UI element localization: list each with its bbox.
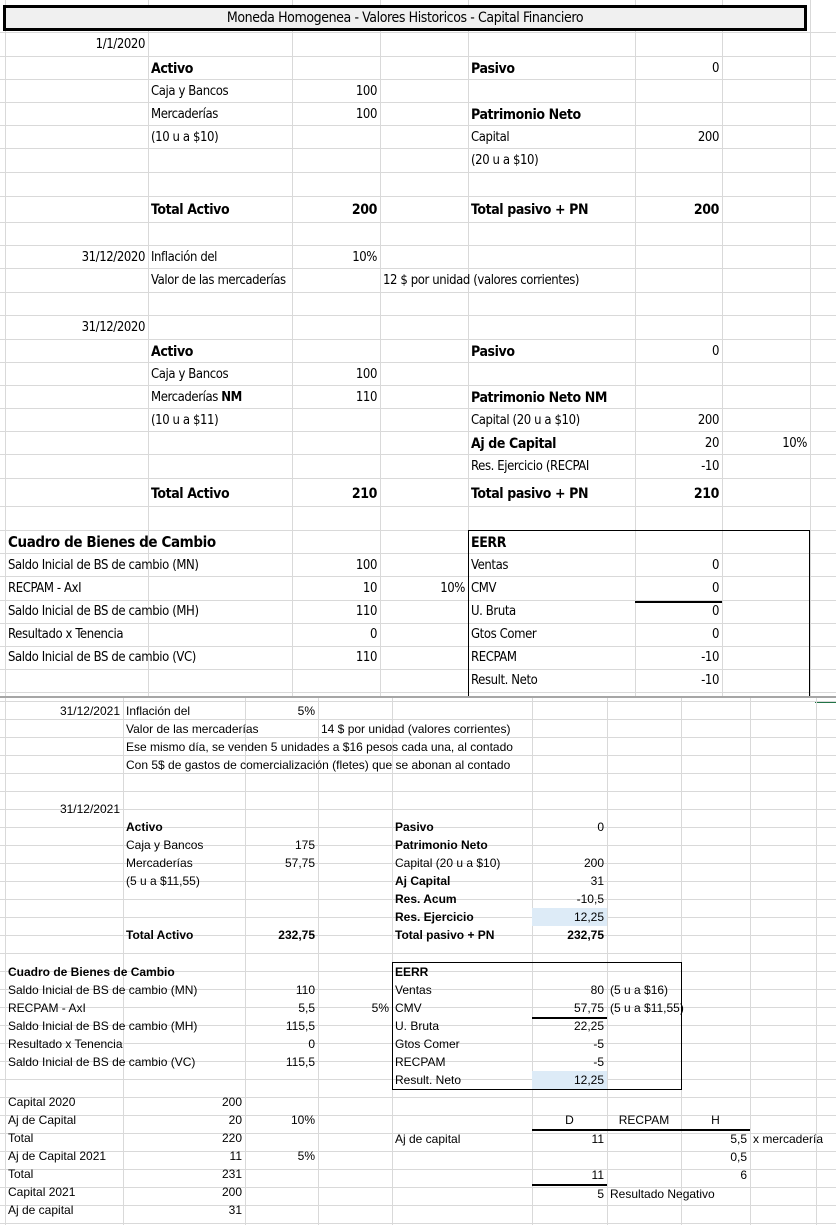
ajcap-label[interactable]: Aj Capital xyxy=(395,874,451,888)
t-credit-total[interactable]: 6 xyxy=(740,1168,747,1182)
merc-value-text[interactable]: 14 $ por unidad (valores corrientes) xyxy=(321,722,511,736)
ajcap-value[interactable]: 20 xyxy=(704,436,719,451)
eerr-row-value[interactable]: 22,25 xyxy=(573,1019,604,1033)
note-sale[interactable]: Ese mismo día, se venden 5 unidades a $16 pesos cada una, al contado xyxy=(126,740,513,754)
eerr-row-label[interactable]: U. Bruta xyxy=(471,604,516,619)
eerr-title[interactable]: EERR xyxy=(471,534,507,551)
eerr-row-value[interactable]: 0 xyxy=(711,581,719,596)
eerr-row-value[interactable]: -10 xyxy=(701,673,719,688)
activo-header[interactable]: Activo xyxy=(126,820,163,834)
nm-tag: NM xyxy=(221,390,242,405)
cuadro-row-label[interactable]: Saldo Inicial de BS de cambio (VC) xyxy=(8,1055,196,1069)
t-credit[interactable]: 5,5 xyxy=(730,1132,747,1146)
inflation-value[interactable]: 5% xyxy=(297,704,315,718)
capital-value[interactable]: 200 xyxy=(697,413,719,428)
eerr-row-note[interactable]: (5 u a $16) xyxy=(610,983,669,997)
cuadro-title[interactable]: Cuadro de Bienes de Cambio xyxy=(8,965,175,979)
t-header-h[interactable]: H xyxy=(711,1113,720,1127)
capital-label[interactable]: Capital (20 u a $10) xyxy=(395,856,501,870)
eerr-row-value[interactable]: -10 xyxy=(701,650,719,665)
merc-label: Mercaderías xyxy=(151,390,218,405)
t-header-d[interactable]: D xyxy=(565,1113,574,1127)
merc-note[interactable]: (5 u a $11,55) xyxy=(126,874,200,888)
pasivo-label[interactable]: Pasivo xyxy=(471,60,515,77)
capital-calc-value[interactable]: 231 xyxy=(221,1167,242,1181)
eerr-row-value[interactable]: -5 xyxy=(593,1055,604,1069)
cuadro-row-value[interactable]: 0 xyxy=(369,627,377,642)
cuadro-row-label[interactable]: Resultado x Tenencia xyxy=(8,1037,123,1051)
t-debit-total[interactable]: 11 xyxy=(591,1168,604,1182)
total-pp-label[interactable]: Total pasivo + PN xyxy=(471,202,589,218)
eerr-row-value[interactable]: 0 xyxy=(711,604,719,619)
total-activo-label[interactable]: Total Activo xyxy=(126,928,194,942)
grid-row-line xyxy=(0,953,836,954)
eerr-row-label[interactable]: Gtos Comer xyxy=(395,1037,460,1051)
capital-calc-label[interactable]: Aj de Capital 2021 xyxy=(8,1149,107,1163)
eerr-row-label[interactable]: Result. Neto xyxy=(395,1073,462,1087)
cuadro-row-label[interactable]: Saldo Inicial de BS de cambio (MN) xyxy=(8,558,199,573)
capital-calc-label[interactable]: Capital 2021 xyxy=(8,1185,76,1199)
cuadro-row-value[interactable]: 5,5 xyxy=(298,1001,315,1015)
grid-row-line xyxy=(0,172,836,173)
caja-label[interactable]: Caja y Bancos xyxy=(151,367,229,382)
eerr-row-value[interactable]: -5 xyxy=(593,1037,604,1051)
capital-calc-value[interactable]: 31 xyxy=(228,1203,242,1217)
eerr-row-value[interactable]: 12,25 xyxy=(532,1071,607,1089)
capital-label[interactable]: Capital xyxy=(471,130,510,145)
eerr-row-label[interactable]: RECPAM xyxy=(395,1055,446,1069)
date-cell[interactable]: 1/1/2020 xyxy=(95,37,145,52)
cuadro-row-value[interactable]: 10 xyxy=(362,581,377,596)
merc-value-label[interactable]: Valor de las mercaderías xyxy=(151,273,286,288)
inflation-label[interactable]: Inflación del xyxy=(126,704,191,718)
resej-value[interactable]: -10 xyxy=(701,459,719,474)
caja-label[interactable]: Caja y Bancos xyxy=(126,838,204,852)
t-note[interactable]: x mercadería xyxy=(753,1132,824,1146)
capital-calc-label[interactable]: Total xyxy=(8,1167,34,1181)
eerr-row-value[interactable]: 57,75 xyxy=(573,1001,604,1015)
capital-calc-value[interactable]: 200 xyxy=(221,1185,242,1199)
eerr-row-label[interactable]: Result. Neto xyxy=(471,673,538,688)
cuadro-title[interactable]: Cuadro de Bienes de Cambio xyxy=(8,533,216,551)
date-cell[interactable]: 31/12/2020 xyxy=(81,250,145,265)
merc-value[interactable]: 57,75 xyxy=(284,856,315,870)
eerr-row-label[interactable]: Ventas xyxy=(471,558,509,573)
merc-label[interactable]: Mercaderías xyxy=(151,107,218,122)
activo-header[interactable]: Activo xyxy=(151,343,194,360)
date-cell[interactable]: 31/12/2020 xyxy=(81,320,145,335)
cmv-underline xyxy=(532,1017,607,1019)
pn-header[interactable]: Patrimonio Neto xyxy=(395,838,488,852)
grid-row-line xyxy=(0,478,836,479)
cuadro-row-value[interactable]: 110 xyxy=(295,983,315,997)
grid-row-line xyxy=(0,385,836,386)
grid-row-line xyxy=(0,692,836,693)
merc-note[interactable]: (10 u a $10) xyxy=(151,130,219,145)
ajcap-value[interactable]: 31 xyxy=(590,874,604,888)
cuadro-row-label[interactable]: Saldo Inicial de BS de cambio (MH) xyxy=(8,604,199,619)
grid-row-line xyxy=(0,292,836,293)
capital-value[interactable]: 200 xyxy=(583,856,604,870)
merc-nm-label[interactable] xyxy=(148,386,292,409)
pn-header[interactable]: Patrimonio Neto xyxy=(471,106,581,123)
eerr-row-label[interactable]: CMV xyxy=(471,581,497,596)
pasivo-value[interactable]: 0 xyxy=(597,820,604,834)
date-cell[interactable]: 31/12/2021 xyxy=(59,704,120,718)
pasivo-value[interactable]: 0 xyxy=(711,344,719,359)
total-pp-label[interactable]: Total pasivo + PN xyxy=(471,486,589,502)
eerr-row-label[interactable]: RECPAM xyxy=(471,650,517,665)
eerr-row-label[interactable]: CMV xyxy=(395,1001,422,1015)
sheet-2021 xyxy=(0,698,836,1225)
merc-value-label[interactable]: Valor de las mercaderías xyxy=(126,722,259,736)
merc-label[interactable]: Mercaderías xyxy=(126,856,193,870)
resej-label[interactable]: Res. Ejercicio xyxy=(395,910,474,924)
total-pp-value[interactable]: 232,75 xyxy=(567,928,604,942)
t-credit[interactable]: 0,5 xyxy=(730,1150,747,1164)
t-result-text[interactable]: Resultado Negativo xyxy=(610,1187,715,1201)
resacum-label[interactable]: Res. Acum xyxy=(395,892,457,906)
total-activo-label[interactable]: Total Activo xyxy=(151,202,230,218)
total-activo-value[interactable]: 200 xyxy=(351,202,377,218)
caja-value[interactable]: 175 xyxy=(294,838,315,852)
cuadro-row-label[interactable]: RECPAM - AxI xyxy=(8,1001,86,1015)
eerr-title[interactable]: EERR xyxy=(395,965,429,979)
pn-header[interactable]: Patrimonio Neto NM xyxy=(471,389,608,406)
cuadro-row-value[interactable]: 115,5 xyxy=(285,1055,315,1069)
grid-row-line xyxy=(0,1223,836,1224)
total-pp-label[interactable]: Total pasivo + PN xyxy=(395,928,495,942)
merc-value[interactable]: 110 xyxy=(355,390,377,405)
cuadro-row-pct[interactable]: 10% xyxy=(440,581,465,596)
total-pp-value[interactable]: 210 xyxy=(693,486,719,502)
capital-calc-label[interactable]: Capital 2020 xyxy=(8,1095,76,1109)
capital-label[interactable]: Capital (20 u a $10) xyxy=(471,413,580,428)
caja-value[interactable]: 100 xyxy=(355,84,377,99)
resej-label[interactable]: Res. Ejercicio (RECPAI xyxy=(471,459,589,474)
capital-calc-value[interactable]: 11 xyxy=(229,1149,242,1163)
t-header-recpam[interactable]: RECPAM xyxy=(618,1113,670,1127)
pasivo-label[interactable]: Pasivo xyxy=(471,343,515,360)
ajcap-label[interactable]: Aj de Capital xyxy=(471,435,557,452)
cuadro-row-value[interactable]: 110 xyxy=(355,650,377,665)
capital-calc-label[interactable]: Aj de Capital xyxy=(8,1113,77,1127)
eerr-row-label[interactable]: Ventas xyxy=(395,983,432,997)
cuadro-row-value[interactable]: 115,5 xyxy=(285,1019,315,1033)
sheet-title[interactable]: Moneda Homogenea - Valores Historicos - Capital Financiero xyxy=(3,5,807,31)
cuadro-row-label[interactable]: Saldo Inicial de BS de cambio (VC) xyxy=(8,650,196,665)
capital-note[interactable]: (20 u a $10) xyxy=(471,153,539,168)
inflation-label[interactable]: Inflación del xyxy=(151,250,218,265)
cuadro-row-pct[interactable]: 5% xyxy=(371,1001,389,1015)
total-activo-value[interactable]: 210 xyxy=(351,486,377,502)
eerr-row-label[interactable]: U. Bruta xyxy=(395,1019,440,1033)
grid-row-line xyxy=(0,102,836,103)
t-debit[interactable]: 11 xyxy=(591,1132,604,1146)
eerr-row-label[interactable]: Gtos Comer xyxy=(471,627,537,642)
cuadro-row-label[interactable]: Saldo Inicial de BS de cambio (MH) xyxy=(8,1019,198,1033)
capital-calc-label[interactable]: Total xyxy=(8,1131,34,1145)
merc-note[interactable]: (10 u a $11) xyxy=(151,413,219,428)
ajcap-pct[interactable]: 10% xyxy=(782,436,807,451)
merc-value-text[interactable]: 12 $ por unidad (valores corrientes) xyxy=(383,273,580,288)
merc-value[interactable]: 100 xyxy=(355,107,377,122)
cuadro-row-value[interactable]: 0 xyxy=(308,1037,315,1051)
grid-row-line xyxy=(0,809,836,810)
pasivo-value[interactable]: 0 xyxy=(711,61,719,76)
cmv-underline xyxy=(635,601,722,603)
caja-value[interactable]: 100 xyxy=(355,367,377,382)
t-result-value[interactable]: 5 xyxy=(597,1187,604,1201)
cuadro-row-label[interactable]: Resultado x Tenencia xyxy=(8,627,124,642)
inflation-value[interactable]: 10% xyxy=(352,250,377,265)
total-activo-value[interactable]: 232,75 xyxy=(278,928,315,942)
grid-row-line xyxy=(0,791,836,792)
total-pp-value[interactable]: 200 xyxy=(693,202,719,218)
cuadro-row-value[interactable]: 100 xyxy=(355,558,377,573)
capital-calc-value[interactable]: 220 xyxy=(221,1131,242,1145)
pasivo-label[interactable]: Pasivo xyxy=(395,820,434,834)
capital-calc-value[interactable]: 20 xyxy=(228,1113,242,1127)
caja-label[interactable]: Caja y Bancos xyxy=(151,84,229,99)
cuadro-row-label[interactable]: RECPAM - AxI xyxy=(8,581,82,596)
capital-calc-label[interactable]: Aj de capital xyxy=(8,1203,74,1217)
resej-value[interactable]: 12,25 xyxy=(532,908,607,926)
activo-header[interactable]: Activo xyxy=(151,60,194,77)
resacum-value[interactable]: -10,5 xyxy=(576,892,604,906)
t-row-label[interactable]: Aj de capital xyxy=(395,1132,461,1146)
capital-calc-pct[interactable]: 10% xyxy=(290,1113,315,1127)
capital-value[interactable]: 200 xyxy=(697,130,719,145)
capital-calc-pct[interactable]: 5% xyxy=(297,1149,315,1163)
eerr-row-value[interactable]: 80 xyxy=(590,983,604,997)
note-expenses[interactable]: Con 5$ de gastos de comercialización (fletes) que se abonan al contado xyxy=(126,758,511,772)
date-cell[interactable]: 31/12/2021 xyxy=(59,802,120,816)
eerr-row-note[interactable]: (5 u a $11,55) xyxy=(610,1001,684,1015)
cuadro-row-value[interactable]: 110 xyxy=(355,604,377,619)
eerr-row-value[interactable]: 0 xyxy=(711,558,719,573)
total-activo-label[interactable]: Total Activo xyxy=(151,486,230,502)
cuadro-row-label[interactable]: Saldo Inicial de BS de cambio (MN) xyxy=(8,983,198,997)
eerr-row-value[interactable]: 0 xyxy=(711,627,719,642)
capital-calc-value[interactable]: 200 xyxy=(221,1095,242,1109)
